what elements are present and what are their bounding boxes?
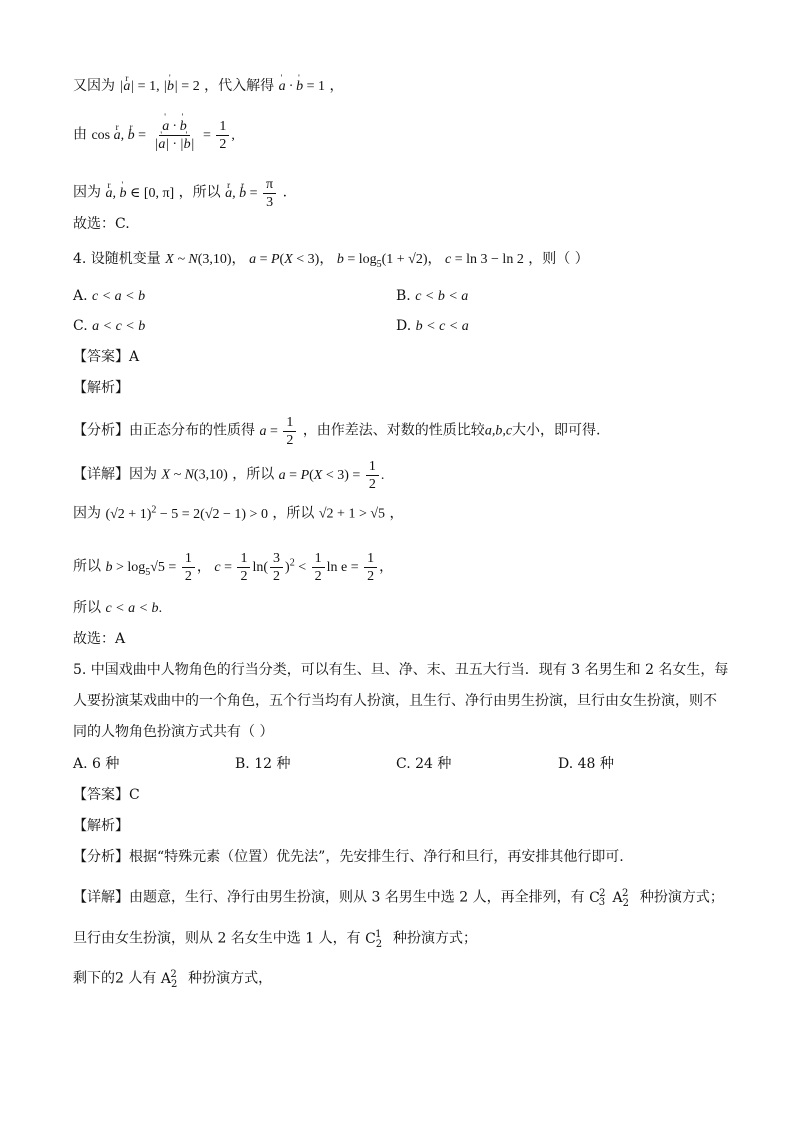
q5-detail: 【详解】由题意，生行、净行由男生扮演，则从 3 名男生中选 2 人，再全排列，有 $C_3^2$ $A_2^2$ 种扮演方式；	[73, 888, 724, 909]
math-magnitudes: |r a| = 1, |' b| = 2	[119, 79, 199, 94]
q4-option-d: D. b < c < a	[396, 318, 469, 334]
q4-choice: 故选：A	[73, 631, 126, 647]
line-angle-range: 因为 r a, ' b ∈ [0, π] ，所以 r a, r b = $\frac{\pi}{3}$ .	[73, 176, 287, 211]
question-5-line2: 人要扮演某戏曲中的一个角色，五个行当均有人扮演，且生行、净行由男生扮演，旦行由女生扮演，则不	[73, 693, 717, 709]
q4-detail-line4: 所以 c < a < b.	[73, 600, 163, 616]
q4-analysis-label: 【解析】	[73, 380, 129, 396]
line-choice-c: 故选：C.	[73, 216, 130, 232]
q5-option-c: C. 24 种	[396, 756, 452, 772]
math-angle-in-range: r a, ' b ∈ [0, π]	[105, 186, 174, 201]
q4-detail-line2: 因为 $(√2 + 1)^2 - 5 = 2(√2 - 1) > 0$ ，所以 √2 + 1 > √5 ，	[73, 504, 404, 522]
math-abc: a,b,c	[484, 423, 513, 439]
q4-answer: 【答案】A	[73, 349, 140, 365]
math-sqrt-compare: √2 + 1 > √5	[318, 506, 386, 522]
question-4: 4. 设随机变量 X ~ N(3,10)， a = P(X < 3)， $b = \log_5(1 + √2)$， c = ln 3 − ln 2 ，则（ ）	[73, 251, 589, 270]
math-angle-result: r a, r b = $\frac{\pi}{3}$	[225, 186, 278, 201]
q5-detail-line2: 旦行由女生扮演，则从 2 名女生中选 1 人，有 $C_2^1$ 种扮演方式；	[73, 929, 477, 950]
math-conclusion: c < a < b.	[105, 601, 163, 616]
math-c21: $C_2^1$	[365, 929, 383, 950]
line-cosine: 由 cos r a, r b = ' $\frac{a \cdot ' b}{|' a| \cdot |' b|}$ = $\frac{1}{2}$ ,	[73, 118, 235, 153]
q5-answer: 【答案】C	[73, 787, 140, 803]
math-q4-conditions: X ~ N(3,10)， a = P(X < 3)， $b = \log_5(1 + √2)$， c = ln 3 − ln 2	[165, 252, 524, 270]
math-a-value: a = P(X < 3) = $\frac{1}{2}$ .	[278, 459, 385, 492]
question-5-line1: 5. 中国戏曲中人物角色的行当分类，可以有生、旦、净、末、丑五大行当．现有 3 名男生和 2 名女生，每	[73, 662, 729, 678]
q5-detail-line3: 剩下的2 人有 $A_2^2$ 种扮演方式，	[73, 969, 273, 990]
math-square-compare: $(√2 + 1)^2 - 5 = 2(√2 - 1) > 0$	[105, 504, 268, 522]
math-b-c-bounds: $b > \log_5√5$ = $\frac{1}{2}$ ， c = $\frac{1}{2}$ ln( $\frac{3}{2}$ )$^2$ < $\frac{1}{2}$ ln e = $\frac{1}{2}$ ，	[105, 551, 394, 584]
q5-analysis-label: 【解析】	[73, 818, 129, 834]
math-a-half: a = $\frac{1}{2}$	[259, 424, 298, 439]
q4-detail-line3: 所以 $b > \log_5√5$ = $\frac{1}{2}$ ， c = $\frac{1}{2}$ ln( $\frac{3}{2}$ )$^2$ < $\frac{1}{2}$ ln e = $\frac{1}{2}$ ，	[73, 551, 394, 584]
question-5-line3: 同的人物角色扮演方式共有（ ）	[73, 724, 274, 740]
math-dot-product: ' a · ' b = 1	[279, 79, 325, 94]
q5-analysis: 【分析】根据“特殊元素（位置）优先法”，先安排生行、净行和旦行，再安排其他行即可.	[73, 849, 624, 865]
q5-option-b: B. 12 种	[235, 756, 291, 772]
q4-option-b: B. c < b < a	[396, 288, 469, 304]
q5-option-a: A. 6 种	[73, 756, 120, 772]
math-normal-dist: X ~ N(3,10)	[161, 467, 228, 483]
q4-detail: 【详解】因为 X ~ N(3,10) ，所以 a = P(X < 3) = $\frac{1}{2}$ .	[73, 459, 385, 492]
q4-analysis: 【分析】由正态分布的性质得 a = $\frac{1}{2}$ ，由作差法、对数的性质比较a,b,c大小，即可得.	[73, 415, 601, 448]
q4-option-a: A. c < a < b	[73, 288, 146, 304]
q5-option-d: D. 48 种	[558, 756, 614, 772]
math-c32-a22: $C_3^2$ $A_2^2$	[589, 888, 630, 909]
math-cosine-formula: cos r a, r b = ' $\frac{a \cdot ' b}{|' a| \cdot |' b|}$ = $\frac{1}{2}$ ,	[91, 128, 234, 143]
line-vector-magnitudes: 又因为 |r a| = 1, |' b| = 2 ，代入解得 ' a · ' b = 1 ，	[73, 76, 343, 97]
math-a22: $A_2^2$	[160, 969, 178, 990]
q4-option-c: C. a < c < b	[73, 318, 146, 334]
